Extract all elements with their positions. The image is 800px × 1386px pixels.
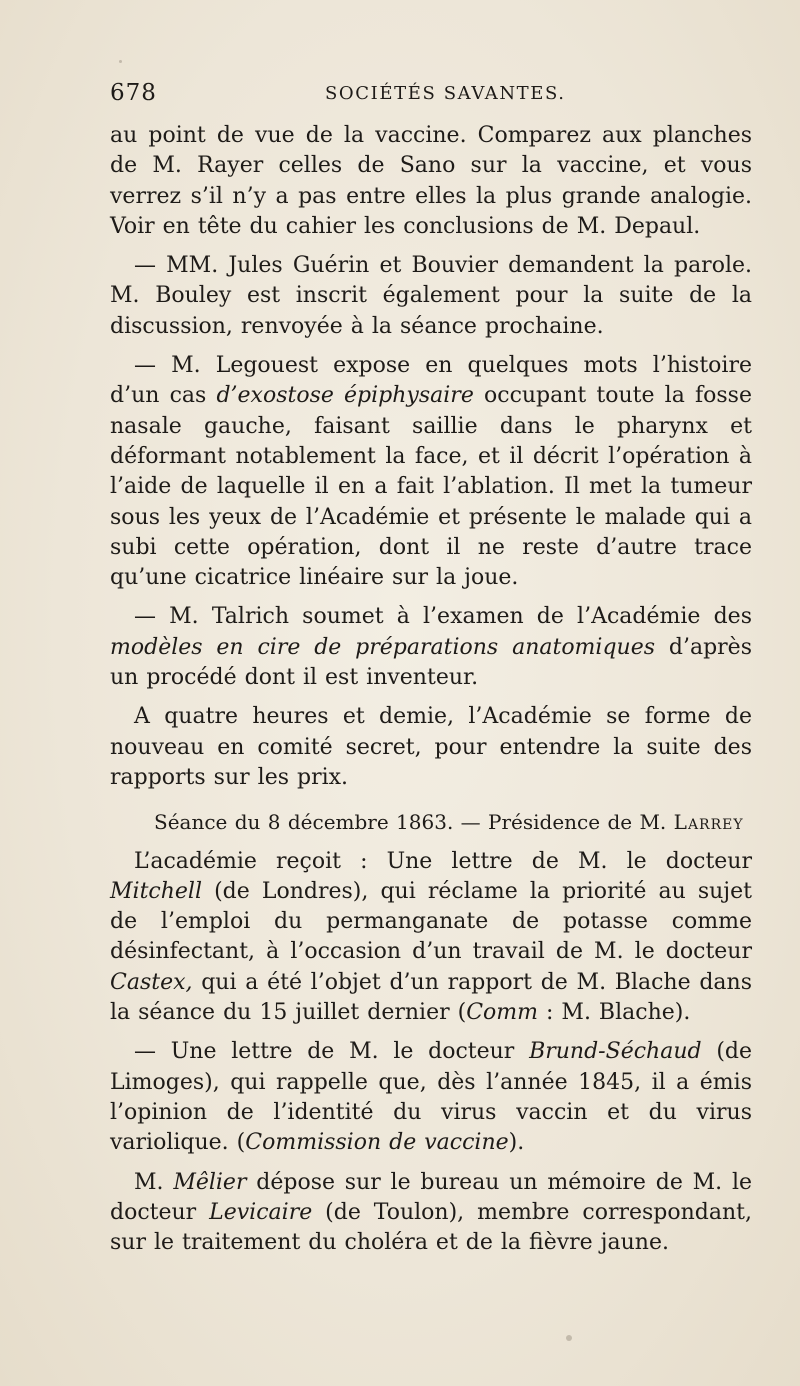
name-melier: Mêlier bbox=[173, 1169, 247, 1195]
session-heading: Séance du 8 décembre 1863. — Présidence de M. Larrey bbox=[154, 810, 744, 835]
abbr-comm: Comm bbox=[466, 1000, 539, 1026]
paragraph-mitchell-letter: L’académie reçoit : Une lettre de M. le docteur Mitchell (de Londres), qui réclame la priorité au sujet de l’emploi du permanganate de potasse comme désinfectant, à l’occasion d’un travail de M. le docteur Castex, qui a été l’objet d’un rapport de M. Blache dans la séance du 15 juillet dernier (Comm : M. Blache). bbox=[110, 848, 752, 1026]
page-header bbox=[110, 80, 750, 112]
name-mitchell: Mitchell bbox=[110, 878, 202, 904]
ink-speck bbox=[566, 1335, 572, 1341]
body-text bbox=[110, 121, 752, 1258]
commission-name: Commission de vaccine bbox=[245, 1130, 509, 1156]
term-exostose: d’exostose épiphysaire bbox=[216, 383, 474, 409]
paragraph-brund-sechaud-letter: — Une lettre de M. le docteur Brund-Séchaud (de Limoges), qui rappelle que, dès l’année 1845, il a émis l’opinion de l’identité du virus vaccin et du virus variolique. (Commission de vaccine). bbox=[110, 1039, 753, 1156]
paragraph-talrich: — M. Talrich soumet à l’examen de l’Académie des modèles en cire de préparations anatomiques d’après un procédé dont il est inventeur. bbox=[110, 604, 752, 691]
president-name: Larrey bbox=[673, 810, 744, 835]
running-head: SOCIÉTÉS SAVANTES. bbox=[325, 83, 566, 104]
name-levicaire: Levicaire bbox=[209, 1199, 313, 1225]
paragraph-legouest: — M. Legouest expose en quelques mots l’histoire d’un cas d’exostose épiphysaire occupant toute la fosse nasale gauche, faisant saillie dans le pharynx et déformant notablement la face, et il décrit l’opération à l’aide de laquelle il en a fait l’ablation. Il met la tumeur sous les yeux de l’Académie et présente le malade qui a subi cette opération, dont il ne reste d’autre trace qu’une cicatrice linéaire sur la joue. bbox=[110, 353, 752, 591]
term-modeles: modèles en cire de préparations anatomiques bbox=[110, 634, 656, 660]
name-castex: Castex, bbox=[110, 969, 193, 995]
ink-speck bbox=[119, 60, 122, 63]
paragraph-melier: M. Mêlier dépose sur le bureau un mémoire de M. le docteur Levicaire (de Toulon), membre correspondant, sur le traitement du choléra et de la fièvre jaune. bbox=[110, 1169, 752, 1256]
page-number: 678 bbox=[110, 80, 157, 106]
name-brund-sechaud: Brund-Séchaud bbox=[529, 1039, 702, 1065]
paragraph-vaccine-comparison: au point de vue de la vaccine. Comparez aux planches de M. Rayer celles de Sano sur la vaccine, et vous verrez s’il n’y a pas entre elles la plus grande analogie. Voir en tête du cahier les conclusions de M. Depaul. bbox=[110, 123, 752, 239]
paragraph-guerin-bouvier: — MM. Jules Guérin et Bouvier demandent la parole. M. Bouley est inscrit également pour la suite de la discussion, renvoyée à la séance prochaine. bbox=[110, 253, 752, 339]
paragraph-comite-secret: A quatre heures et demie, l’Académie se forme de nouveau en comité secret, pour entendre la suite des rapports sur les prix. bbox=[110, 704, 752, 790]
